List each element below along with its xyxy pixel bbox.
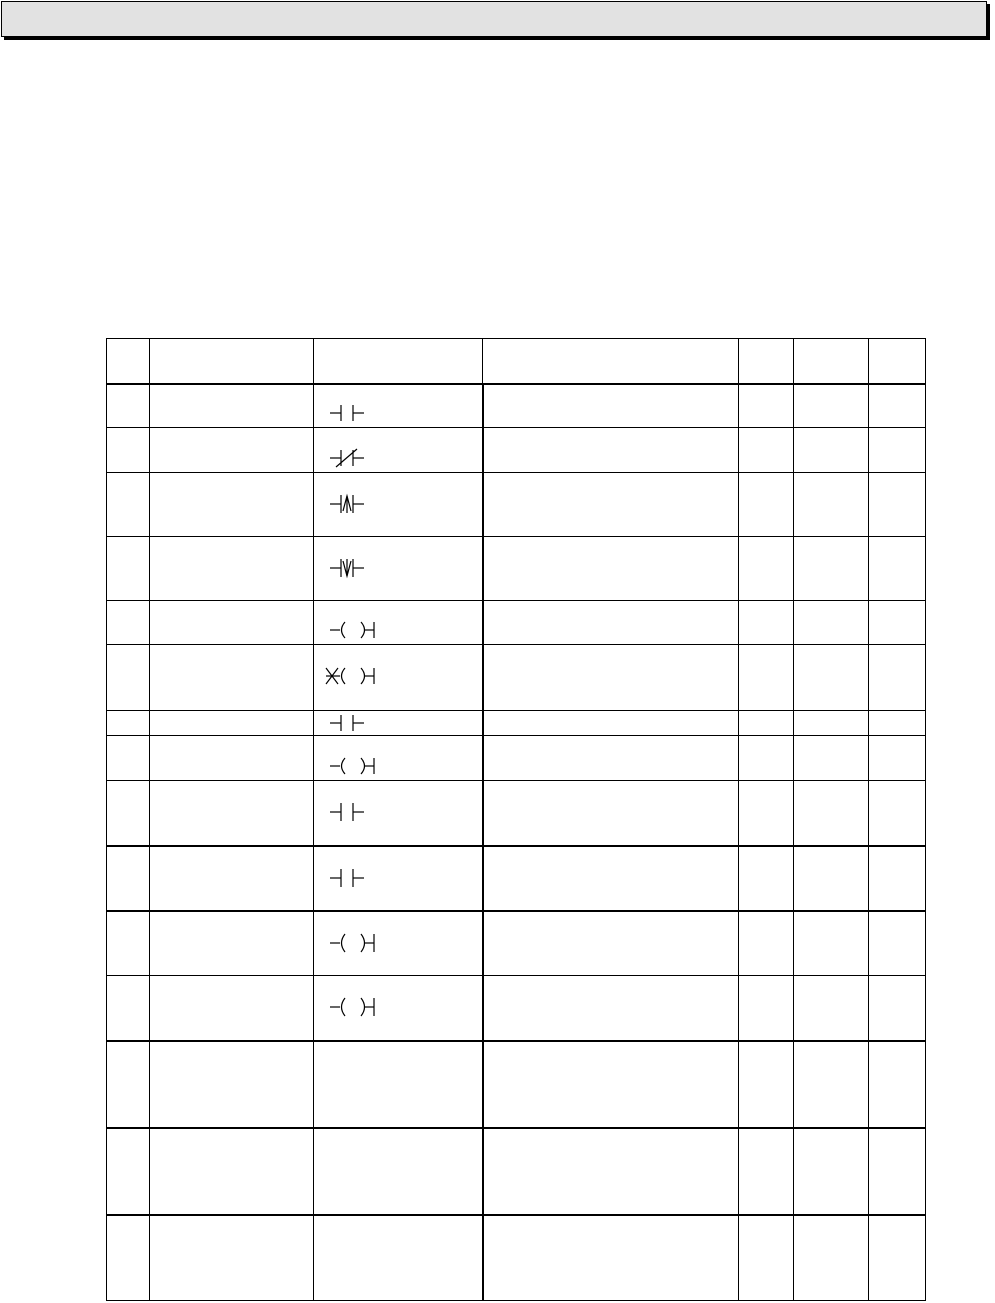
falling-edge-contact-icon [328,557,368,579]
table-row [107,976,926,1041]
instruction-table [106,338,926,1301]
inverted-coil-icon [324,665,382,687]
no-contact-icon [328,801,368,823]
table-row [107,781,926,846]
header-bar [1,1,987,37]
no-contact-icon [328,867,368,889]
no-contact-icon [328,713,368,733]
table-row [107,428,926,473]
column-header [739,339,794,384]
nc-contact-icon [328,448,368,468]
table-row [107,1041,926,1128]
table-row [107,1215,926,1301]
column-header [794,339,869,384]
table-row [107,537,926,601]
table-row [107,473,926,537]
rising-edge-contact-icon [328,493,368,515]
column-header [483,339,739,384]
coil-icon [328,756,382,776]
no-contact-icon [328,403,368,423]
table-row [107,911,926,976]
coil-icon [328,932,382,954]
table-row [107,736,926,781]
table-row [107,846,926,911]
column-header [869,339,926,384]
column-header [107,339,150,384]
coil-icon [328,996,382,1018]
table-row [107,645,926,711]
column-header [150,339,314,384]
table-row [107,601,926,645]
table-row [107,384,926,428]
table-row [107,711,926,736]
column-header [314,339,483,384]
table-header-row [107,339,926,384]
table-row [107,1128,926,1215]
coil-icon [328,620,382,640]
